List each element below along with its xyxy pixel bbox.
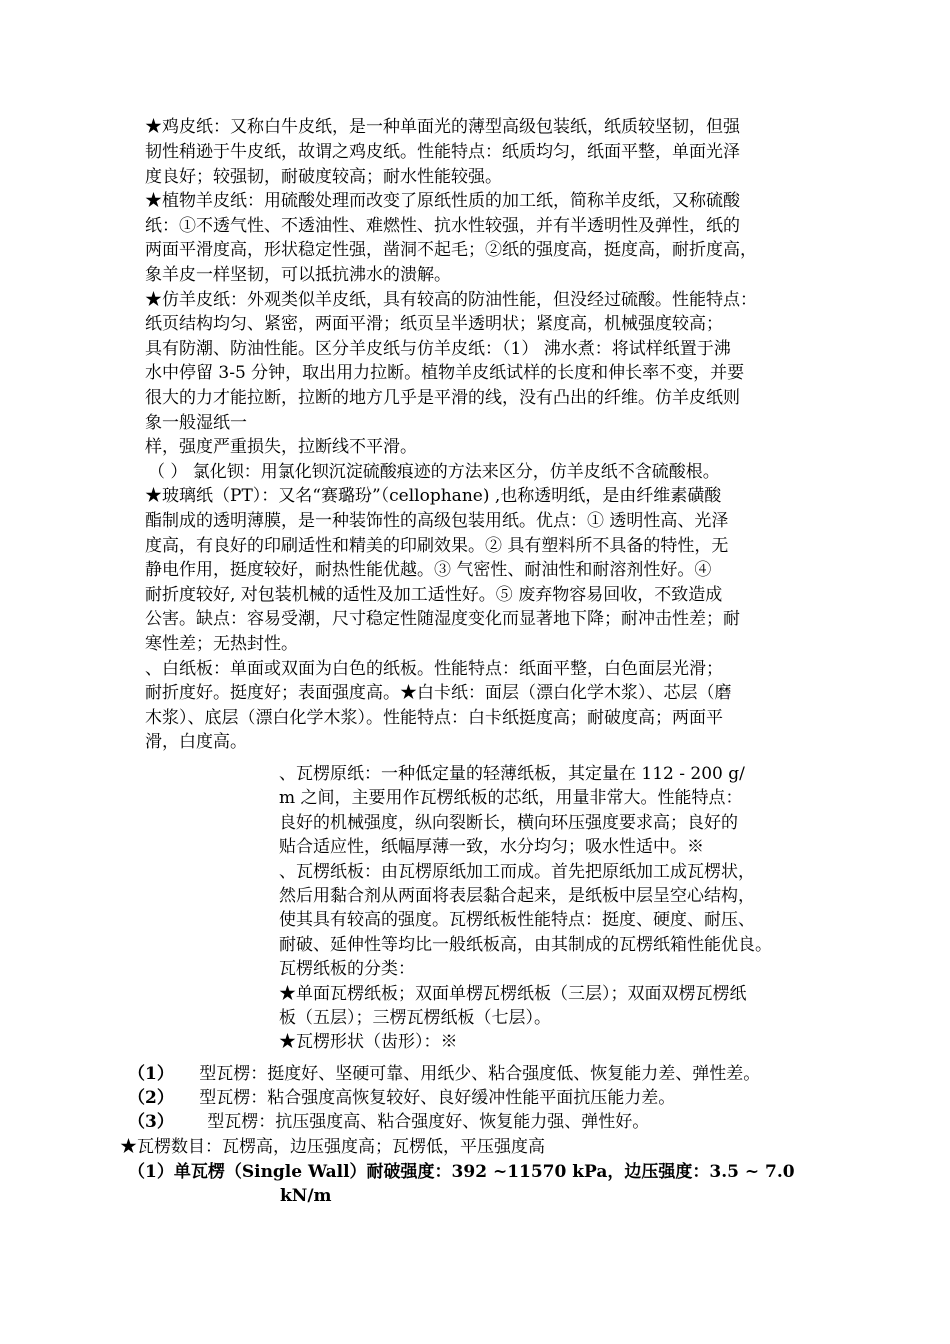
corrugated-line: 贴合适应性，纸幅厚薄一致，水分均匀；吸水性适中。※ (279, 837, 704, 857)
single-wall-line-1: （1）单瓦楞（Single Wall）耐破强度：392 ~11570 kPa，边压强度：3.5 ~ 7.0 (128, 1162, 795, 1182)
corrugated-line: 使其具有较高的强度。瓦楞纸板性能特点：挺度、硬度、耐压、 (279, 910, 755, 930)
main-line: 韧性稍逊于牛皮纸，故谓之鸡皮纸。性能特点：纸质均匀，纸面平整，单面光泽 (145, 142, 740, 162)
main-line: 、白纸板：单面或双面为白色的纸板。性能特点：纸面平整，白色面层光滑； (145, 659, 723, 679)
main-line: 两面平滑度高，形状稳定性强，凿洞不起毛；②纸的强度高，挺度高，耐折度高， (145, 240, 757, 260)
type-1 (128, 1062, 760, 1086)
type-2-num: （2） (128, 1088, 174, 1108)
type-2 (128, 1086, 675, 1110)
type-3-num: （3） (128, 1112, 174, 1132)
type-1-text: 型瓦楞：挺度好、坚硬可靠、用纸少、粘合强度低、恢复能力差、弹性差。 (199, 1064, 761, 1084)
flute-count-line: ★瓦楞数目：瓦楞高，边压强度高；瓦楞低，平压强度高 (120, 1137, 545, 1157)
main-line: 木浆）、底层（漂白化学木浆）。性能特点：白卡纸挺度高；耐破度高；两面平 (145, 708, 723, 728)
main-line: 具有防潮、防油性能。区分羊皮纸与仿羊皮纸：（1） 沸水煮：将试样纸置于沸 (145, 339, 731, 359)
main-line: 纸：①不透气性、不透油性、难燃性、抗水性较强，并有半透明性及弹性，纸的 (145, 216, 740, 236)
main-line: 酯制成的透明薄膜，是一种装饰性的高级包装用纸。优点：① 透明性高、光泽 (145, 511, 729, 531)
main-line: 公害。缺点：容易受潮，尺寸稳定性随湿度变化而显著地下降；耐冲击性差；耐 (145, 609, 740, 629)
corrugated-line: 良好的机械强度，纵向裂断长，横向环压强度要求高；良好的 (279, 813, 738, 833)
main-line: 度高，有良好的印刷适性和精美的印刷效果。② 具有塑料所不具备的特性，无 (145, 536, 729, 556)
main-line: ★植物羊皮纸：用硫酸处理而改变了原纸性质的加工纸，简称羊皮纸，又称硫酸 (145, 191, 740, 211)
main-line: 滑，白度高。 (145, 732, 247, 752)
corrugated-line: 然后用黏合剂从两面将表层黏合起来，是纸板中层呈空心结构， (279, 886, 755, 906)
corrugated-line: 、瓦楞原纸：一种低定量的轻薄纸板，其定量在 112 - 200 g/ (279, 764, 745, 784)
main-line: 象羊皮一样坚韧，可以抵抗沸水的溃解。 (145, 265, 451, 285)
main-line: 寒性差；无热封性。 (145, 634, 298, 654)
corrugated-line: ★瓦楞形状（齿形）：※ (279, 1032, 458, 1052)
type-3 (128, 1110, 649, 1134)
single-wall-line-2: kN/m (280, 1186, 332, 1206)
corrugated-line: ★单面瓦楞纸板；双面单楞瓦楞纸板（三层）；双面双楞瓦楞纸 (279, 984, 747, 1004)
main-line: ★玻璃纸（PT）：又名“赛璐玢”（cellophane) ,也称透明纸，是由纤维素磺酸 (145, 486, 722, 506)
main-line: 度良好；较强韧，耐破度较高；耐水性能较强。 (145, 167, 502, 187)
main-line: （ ） 氯化钡：用氯化钡沉淀硫酸痕迹的方法来区分，仿羊皮纸不含硫酸根。 (148, 462, 720, 482)
main-line: 耐折度较好, 对包装机械的适性及加工适性好。⑤ 废弃物容易回收，不致造成 (145, 585, 723, 605)
type-1-num: （1） (128, 1064, 174, 1084)
main-line: ★仿羊皮纸：外观类似羊皮纸，具有较高的防油性能，但没经过硫酸。性能特点： (145, 290, 757, 310)
main-line: 象一般湿纸一 (145, 413, 247, 433)
corrugated-line: 、瓦楞纸板：由瓦楞原纸加工而成。首先把原纸加工成瓦楞状， (279, 862, 755, 882)
main-line: 水中停留 3-5 分钟，取出用力拉断。植物羊皮纸试样的长度和伸长率不变，并要 (145, 363, 745, 383)
main-line: 样，强度严重损失，拉断线不平滑。 (145, 437, 417, 457)
main-line: 静电作用，挺度较好，耐热性能优越。③ 气密性、耐油性和耐溶剂性好。④ (145, 560, 712, 580)
main-line: 很大的力才能拉断，拉断的地方几乎是平滑的线，没有凸出的纤维。仿羊皮纸则 (145, 388, 740, 408)
corrugated-line: 瓦楞纸板的分类： (279, 959, 415, 979)
corrugated-line: m 之间，主要用作瓦楞纸板的芯纸，用量非常大。性能特点： (279, 788, 743, 808)
main-line: 纸页结构均匀、紧密，两面平滑；纸页呈半透明状；紧度高，机械强度较高； (145, 314, 723, 334)
type-2-text: 型瓦楞：粘合强度高恢复较好、良好缓冲性能平面抗压能力差。 (199, 1088, 676, 1108)
main-line: 耐折度好。挺度好；表面强度高。★白卡纸：面层（漂白化学木浆）、芯层（磨 (145, 683, 732, 703)
main-line: ★鸡皮纸：又称白牛皮纸，是一种单面光的薄型高级包装纸，纸质较坚韧，但强 (145, 117, 740, 137)
corrugated-line: 耐破、延伸性等均比一般纸板高，由其制成的瓦楞纸箱性能优良。 (279, 935, 772, 955)
type-3-text: 型瓦楞：抗压强度高、粘合强度好、恢复能力强、弹性好。 (207, 1112, 650, 1132)
corrugated-line: 板（五层）；三楞瓦楞纸板（七层）。 (279, 1008, 551, 1028)
